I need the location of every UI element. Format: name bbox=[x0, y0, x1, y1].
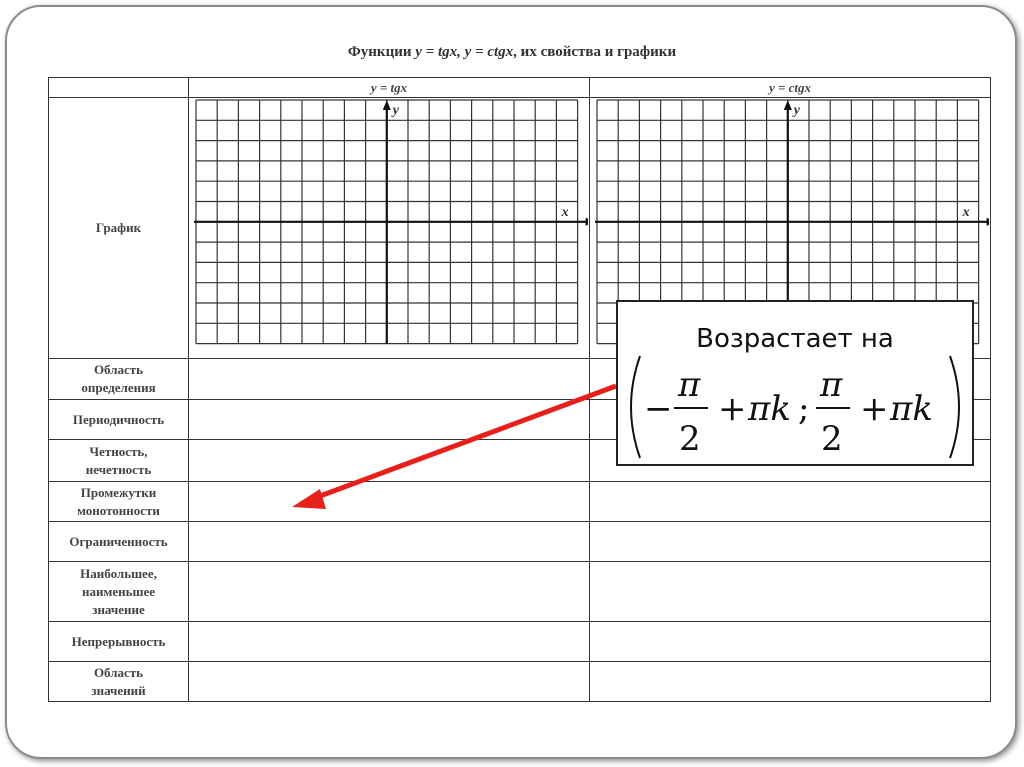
row-label-line: Четность, bbox=[89, 443, 148, 459]
ctg-y-axis-label: y bbox=[793, 103, 801, 118]
column-header-ctg: y = ctgx bbox=[590, 78, 991, 98]
row-label-line: нечетность bbox=[85, 461, 152, 477]
formula-pi-num-2: π bbox=[820, 365, 843, 405]
row-label-line: Промежутки bbox=[80, 484, 157, 500]
title-prefix: Функции bbox=[347, 44, 416, 60]
row-label-line: значений bbox=[91, 682, 146, 698]
row-label-graph: График bbox=[49, 98, 189, 359]
right-paren bbox=[950, 356, 959, 458]
left-paren bbox=[631, 356, 640, 458]
callout-box bbox=[616, 300, 974, 466]
row-label-line: Область bbox=[93, 664, 144, 680]
row-label-line: Непрерывность bbox=[71, 633, 166, 649]
formula-pik-1: πk bbox=[748, 389, 791, 429]
row-label-line: Ограниченность bbox=[69, 533, 168, 549]
row-label-line: монотонности bbox=[77, 502, 160, 518]
callout-formula bbox=[618, 352, 972, 462]
callout-text: Возрастает на bbox=[696, 324, 894, 354]
arrow-shaft bbox=[312, 386, 616, 499]
arrow-head bbox=[292, 489, 326, 509]
column-header-tg: y = tgx bbox=[189, 78, 590, 98]
ctg-x-axis-label: x bbox=[962, 204, 970, 220]
row-label-line: значение bbox=[92, 601, 145, 617]
formula-minus: − bbox=[644, 389, 673, 429]
formula-den-2: 2 bbox=[821, 419, 843, 459]
formula-pik-2: πk bbox=[890, 389, 933, 429]
formula-pi-num-1: π bbox=[678, 365, 701, 405]
row-label-line: Периодичность bbox=[72, 411, 165, 427]
row-label-line: Область bbox=[93, 362, 144, 377]
row-label-line: наименьшее bbox=[82, 583, 155, 599]
formula-plus-1: + bbox=[718, 389, 747, 429]
title-suffix: , их свойства и графики bbox=[513, 44, 677, 60]
formula-den-1: 2 bbox=[679, 419, 701, 459]
tg-x-axis-label: x bbox=[561, 204, 569, 220]
row-label-line: определения bbox=[81, 380, 156, 395]
formula-plus-2: + bbox=[860, 389, 889, 429]
formula-sep: ; bbox=[798, 389, 810, 429]
title-formula: y = tgx, y = ctgx bbox=[415, 44, 514, 60]
row-label-line: Наибольшее, bbox=[80, 565, 157, 581]
tg-y-axis-label: y bbox=[392, 103, 400, 118]
